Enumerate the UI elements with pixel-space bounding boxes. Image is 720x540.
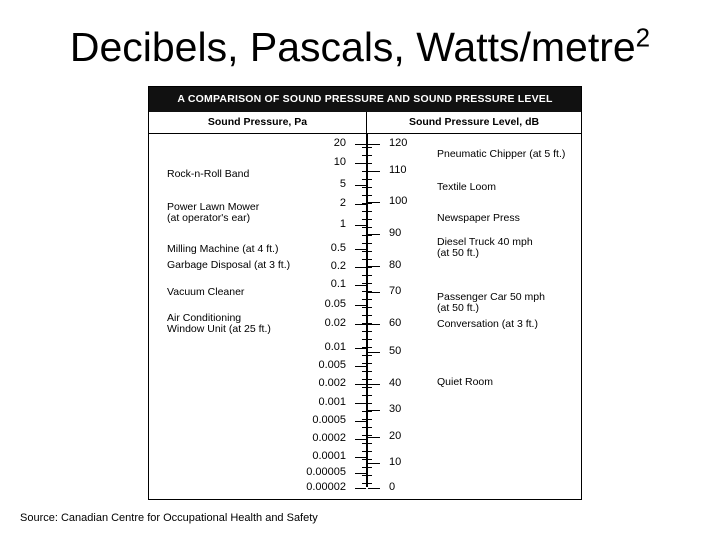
- pascal-tick-label: 0.00005: [306, 466, 346, 478]
- pascal-tick-label: 0.2: [330, 260, 346, 272]
- minor-tick-mark: [362, 267, 372, 268]
- pascal-tick-mark: [355, 348, 366, 349]
- pascal-tick-label: 0.01: [324, 341, 346, 353]
- minor-tick-mark: [362, 219, 372, 220]
- pascal-tick-mark: [355, 457, 366, 458]
- pascal-tick-mark: [355, 249, 366, 250]
- minor-tick-mark: [362, 315, 372, 316]
- left-noise-source: [167, 287, 244, 298]
- minor-tick-mark: [362, 483, 372, 484]
- left-noise-source-line: Window Unit (at 25 ft.): [167, 323, 271, 335]
- pascal-tick-mark: [355, 204, 366, 205]
- pascal-tick-mark: [355, 366, 366, 367]
- right-noise-source-line: Conversation (at 3 ft.): [437, 318, 538, 330]
- db-tick-mark: [368, 463, 380, 464]
- right-noise-source-line: Textile Loom: [437, 181, 496, 193]
- db-tick-mark: [368, 437, 380, 438]
- minor-tick-mark: [362, 291, 372, 292]
- db-tick-label: 90: [389, 227, 402, 239]
- right-noise-source: [437, 237, 533, 259]
- right-noise-source: [437, 149, 565, 160]
- pascal-tick-mark: [355, 225, 366, 226]
- minor-tick-mark: [362, 211, 372, 212]
- pascal-tick-label: 5: [339, 178, 346, 190]
- left-noise-source: [167, 169, 249, 180]
- chart-banner: A COMPARISON OF SOUND PRESSURE AND SOUND PRESSURE LEVEL: [149, 87, 581, 112]
- minor-tick-mark: [362, 411, 372, 412]
- pascal-tick-label: 10: [333, 156, 346, 168]
- pascal-tick-label: 0.05: [324, 298, 346, 310]
- minor-tick-mark: [362, 379, 372, 380]
- pascal-tick-label: 2: [339, 197, 346, 209]
- minor-tick-mark: [362, 339, 372, 340]
- right-noise-source-line: Newspaper Press: [437, 212, 520, 224]
- minor-tick-mark: [362, 395, 372, 396]
- pascal-tick-mark: [355, 144, 366, 145]
- pascal-tick-mark: [355, 384, 366, 385]
- minor-tick-mark: [362, 403, 372, 404]
- minor-tick-mark: [362, 363, 372, 364]
- pascal-tick-mark: [355, 285, 366, 286]
- left-noise-source-line: (at operator's ear): [167, 212, 251, 224]
- minor-tick-mark: [362, 323, 372, 324]
- db-tick-label: 0: [389, 481, 396, 493]
- right-noise-source: [437, 319, 538, 330]
- db-tick-mark: [368, 488, 380, 489]
- minor-tick-mark: [362, 299, 372, 300]
- left-column-header: Sound Pressure, Pa: [149, 112, 367, 134]
- pascal-tick-label: 0.0005: [312, 414, 346, 426]
- right-noise-source: [437, 182, 496, 193]
- left-noise-source-line: Rock-n-Roll Band: [167, 168, 250, 180]
- right-noise-source-line: (at 50 ft.): [437, 247, 480, 259]
- right-noise-source-line: (at 50 ft.): [437, 302, 480, 314]
- db-tick-label: 110: [389, 164, 407, 176]
- minor-tick-mark: [362, 307, 372, 308]
- source-caption: Source: Canadian Centre for Occupational Health and Safety: [20, 512, 318, 524]
- minor-tick-mark: [362, 243, 372, 244]
- db-tick-label: 30: [389, 403, 402, 415]
- minor-tick-mark: [362, 283, 372, 284]
- minor-tick-mark: [362, 467, 372, 468]
- db-tick-mark: [368, 384, 380, 385]
- left-noise-source-line: Vacuum Cleaner: [167, 286, 245, 298]
- minor-tick-mark: [362, 387, 372, 388]
- minor-tick-mark: [362, 155, 372, 156]
- left-noise-source: [167, 313, 271, 335]
- pascal-tick-label: 1: [339, 218, 346, 230]
- right-noise-source-line: Diesel Truck 40 mph: [437, 236, 533, 248]
- minor-tick-mark: [362, 195, 372, 196]
- minor-tick-mark: [362, 187, 372, 188]
- right-noise-source-line: Pneumatic Chipper (at 5 ft.): [437, 148, 566, 160]
- left-noise-source-line: Power Lawn Mower: [167, 201, 260, 213]
- pascal-tick-mark: [355, 439, 366, 440]
- pascal-tick-label: 0.0002: [312, 432, 346, 444]
- left-noise-source: [167, 202, 259, 224]
- minor-tick-mark: [362, 163, 372, 164]
- pascal-tick-label: 0.005: [318, 359, 346, 371]
- left-noise-source-line: Milling Machine (at 4 ft.): [167, 243, 279, 255]
- minor-tick-mark: [362, 203, 372, 204]
- minor-tick-mark: [362, 443, 372, 444]
- left-noise-source-line: Air Conditioning: [167, 312, 242, 324]
- slide-title: [0, 22, 720, 72]
- comparison-chart: [148, 86, 582, 500]
- db-tick-label: 70: [389, 285, 402, 297]
- pascal-tick-label: 0.00002: [306, 481, 346, 493]
- minor-tick-mark: [362, 179, 372, 180]
- pascal-tick-label: 0.5: [330, 242, 346, 254]
- minor-tick-mark: [362, 435, 372, 436]
- minor-tick-mark: [362, 355, 372, 356]
- minor-tick-mark: [362, 275, 372, 276]
- minor-tick-mark: [362, 371, 372, 372]
- right-column-header: Sound Pressure Level, dB: [367, 112, 581, 134]
- right-noise-source-line: Passenger Car 50 mph: [437, 291, 545, 303]
- pascal-tick-mark: [355, 305, 366, 306]
- db-tick-label: 10: [389, 456, 402, 468]
- right-noise-source-line: Quiet Room: [437, 376, 494, 388]
- db-tick-label: 100: [389, 195, 408, 207]
- minor-tick-mark: [362, 459, 372, 460]
- pascal-tick-label: 20: [333, 137, 346, 149]
- pascal-tick-mark: [355, 324, 366, 325]
- db-tick-label: 80: [389, 259, 402, 271]
- title-superscript: 2: [635, 22, 651, 53]
- minor-tick-mark: [362, 347, 372, 348]
- pascal-tick-mark: [355, 185, 366, 186]
- pascal-tick-label: 0.02: [324, 317, 346, 329]
- minor-tick-mark: [362, 331, 372, 332]
- pascal-tick-label: 0.0001: [312, 450, 346, 462]
- minor-tick-mark: [362, 427, 372, 428]
- pascal-tick-mark: [355, 473, 366, 474]
- db-tick-label: 120: [389, 137, 408, 149]
- pascal-tick-label: 0.002: [318, 377, 346, 389]
- db-tick-label: 40: [389, 377, 402, 389]
- left-noise-source: [167, 244, 278, 255]
- minor-tick-mark: [362, 259, 372, 260]
- pascal-tick-mark: [355, 421, 366, 422]
- minor-tick-mark: [362, 147, 372, 148]
- minor-tick-mark: [362, 475, 372, 476]
- minor-tick-mark: [362, 451, 372, 452]
- right-noise-source: [437, 377, 493, 388]
- db-tick-mark: [368, 352, 380, 353]
- db-tick-mark: [368, 144, 380, 145]
- pascal-tick-label: 0.001: [318, 396, 346, 408]
- left-noise-source: [167, 260, 290, 271]
- title-main: Decibels, Pascals, Watts/metre: [69, 24, 636, 70]
- db-tick-mark: [368, 324, 380, 325]
- right-noise-source: [437, 292, 545, 314]
- right-noise-source: [437, 213, 520, 224]
- db-tick-label: 20: [389, 430, 402, 442]
- db-tick-label: 60: [389, 317, 402, 329]
- db-tick-mark: [368, 292, 380, 293]
- left-noise-source-line: Garbage Disposal (at 3 ft.): [167, 259, 291, 271]
- minor-tick-mark: [362, 419, 372, 420]
- db-tick-label: 50: [389, 345, 402, 357]
- minor-tick-mark: [362, 227, 372, 228]
- minor-tick-mark: [362, 251, 372, 252]
- pascal-tick-label: 0.1: [330, 278, 346, 290]
- minor-tick-mark: [362, 171, 372, 172]
- minor-tick-mark: [362, 235, 372, 236]
- pascal-tick-mark: [355, 488, 366, 489]
